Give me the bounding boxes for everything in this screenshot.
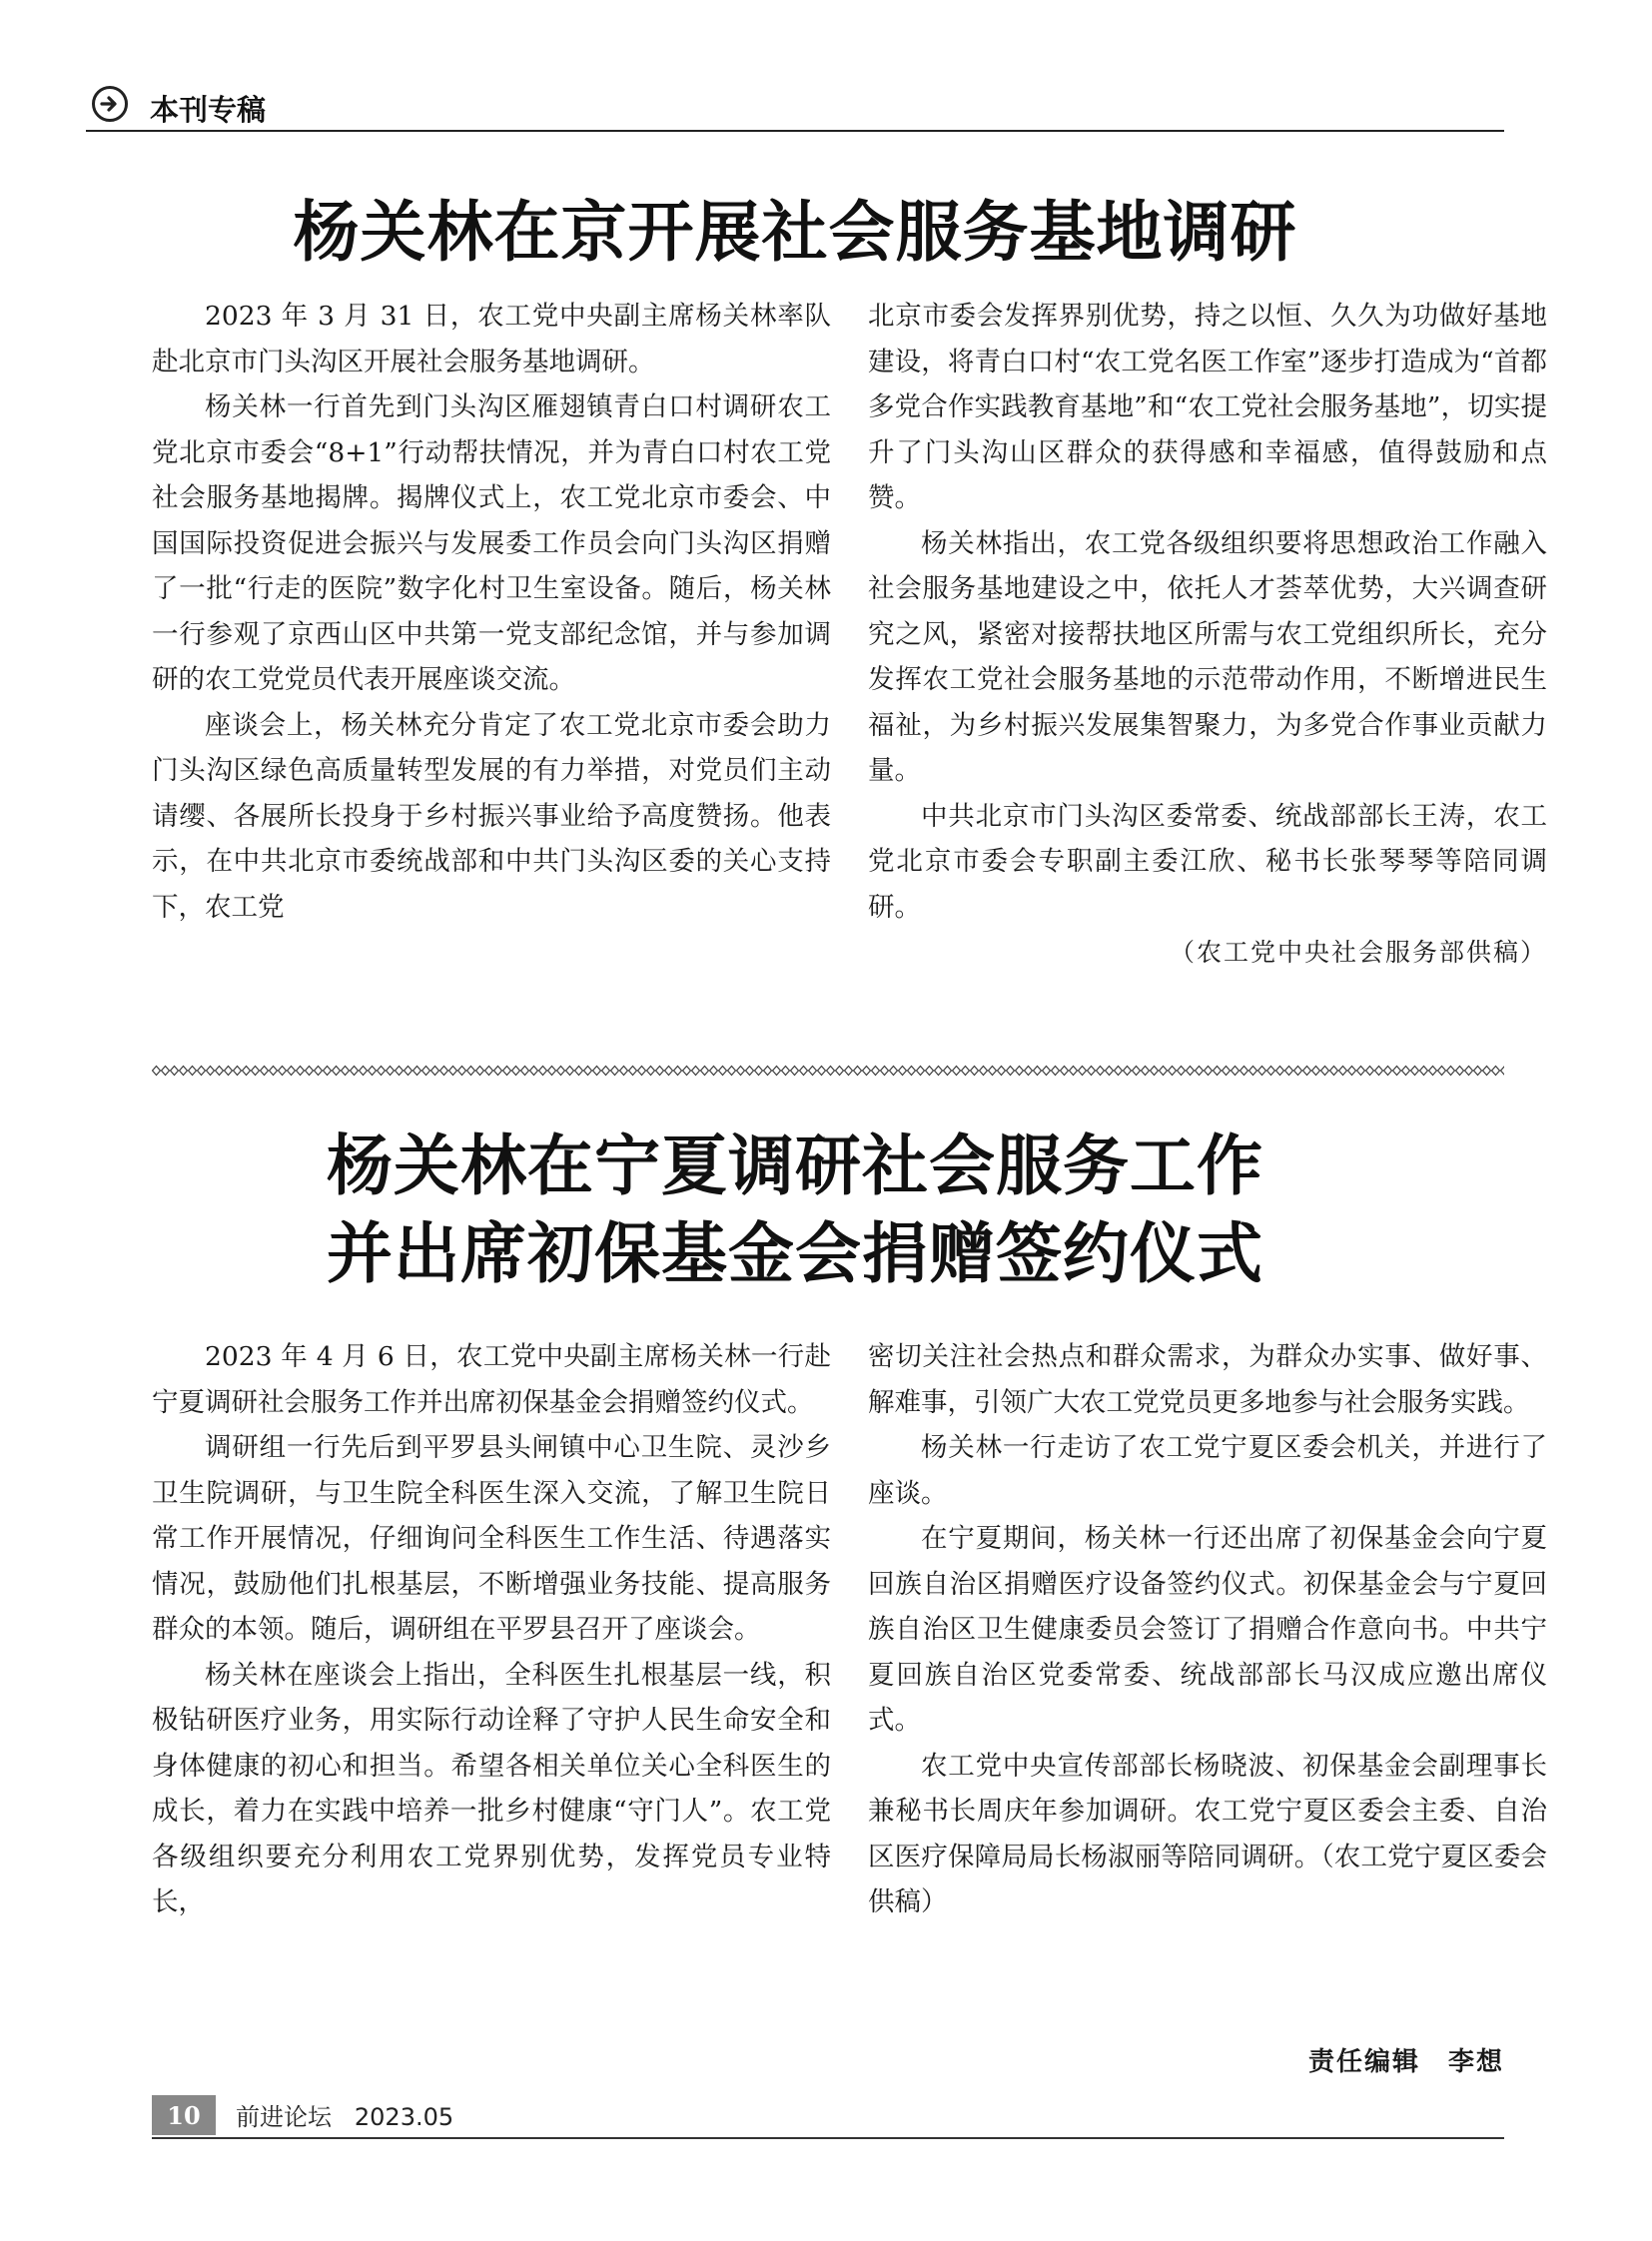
paragraph: 2023 年 4 月 6 日，农工党中央副主席杨关林一行赴宁夏调研社会服务工作并出席初保基金会捐赠签约仪式。: [152, 1341, 831, 1418]
paragraph: 调研组一行先后到平罗县头闸镇中心卫生院、灵沙乡卫生院调研，与卫生院全科医生深入交流，了解卫生院日常工作开展情况，仔细询问全科医生工作生活、待遇落实情况，鼓励他们扎根基层，不断增强业务技能、提高服务群众的本领。随后，调研组在平罗县召开了座谈会。: [152, 1432, 831, 1645]
paragraph: 杨关林一行首先到门头沟区雁翅镇青白口村调研农工党北京市委会“8+1”行动帮扶情况，并为青白口村农工党社会服务基地揭牌。揭牌仪式上，农工党北京市委会、中国国际投资促进会振兴与发展委工作员会向门头沟区捐赠了一批“行走的医院”数字化村卫生室设备。随后，杨关林一行参观了京西山区中共第一党支部纪念馆，并与参加调研的农工党党员代表开展座谈交流。: [152, 391, 831, 695]
footer-publication: [236, 2097, 453, 2132]
article2-right-column: [868, 1334, 1547, 1925]
article2-title: [86, 1122, 1504, 1298]
arrow-right-icon: [92, 86, 128, 122]
publication-name: 前进论坛: [236, 2103, 332, 2131]
section-label: 本刊专稿: [150, 93, 267, 127]
responsible-editor: 责任编辑 李想: [1307, 2047, 1504, 2077]
paragraph: 杨关林一行走访了农工党宁夏区委会机关，并进行了座谈。: [868, 1432, 1547, 1509]
article2-title-line1: 杨关林在宁夏调研社会服务工作: [327, 1127, 1263, 1204]
article1-left-column: [152, 294, 831, 930]
issue-number: 2023.05: [354, 2103, 454, 2131]
paragraph: 北京市委会发挥界别优势，持之以恒、久久为功做好基地建设，将青白口村“农工党名医工作室”逐步打造成为“首都多党合作实践教育基地”和“农工党社会服务基地”，切实提升了门头沟山区群众的获得感和幸福感，值得鼓励和点赞。: [868, 301, 1547, 513]
article1-right-column: [868, 294, 1547, 976]
article-divider: [152, 1065, 1504, 1077]
article1-title: 杨关林在京开展社会服务基地调研: [293, 194, 1297, 271]
paragraph: 在宁夏期间，杨关林一行还出席了初保基金会向宁夏回族自治区捐赠医疗设备签约仪式。初保基金会与宁夏回族自治区卫生健康委员会签订了捐赠合作意向书。中共宁夏回族自治区党委常委、统战部部长马汉成应邀出席仪式。: [868, 1523, 1547, 1736]
paragraph: 中共北京市门头沟区委常委、统战部部长王涛，农工党北京市委会专职副主委江欣、秘书长张琴琴等陪同调研。: [868, 800, 1547, 923]
footer-rule: [152, 2137, 1504, 2139]
article1-credit: （农工党中央社会服务部供稿）: [1169, 938, 1547, 967]
page-number: 10: [152, 2095, 216, 2135]
paragraph: 杨关林指出，农工党各级组织要将思想政治工作融入社会服务基地建设之中，依托人才荟萃优势，大兴调查研究之风，紧密对接帮扶地区所需与农工党组织所长，充分发挥农工党社会服务基地的示范带动作用，不断增进民生福祉，为乡村振兴发展集智聚力，为多党合作事业贡献力量。: [868, 527, 1547, 786]
paragraph: 密切关注社会热点和群众需求，为群众办实事、做好事、解难事，引领广大农工党党员更多地参与社会服务实践。: [868, 1341, 1547, 1418]
article2-left-column: [152, 1334, 831, 1925]
section-header: [86, 86, 1504, 132]
paragraph: 2023 年 3 月 31 日，农工党中央副主席杨关林率队赴北京市门头沟区开展社会服务基地调研。: [152, 301, 831, 377]
paragraph: 农工党中央宣传部部长杨晓波、初保基金会副理事长兼秘书长周庆年参加调研。农工党宁夏区委会主委、自治区医疗保障局局长杨淑丽等陪同调研。（农工党宁夏区委会供稿）: [868, 1750, 1547, 1917]
article2-title-line2: 并出席初保基金会捐赠签约仪式: [327, 1215, 1263, 1292]
paragraph: 座谈会上，杨关林充分肯定了农工党北京市委会助力门头沟区绿色高质量转型发展的有力举措，对党员们主动请缨、各展所长投身于乡村振兴事业给予高度赞扬。他表示，在中共北京市委统战部和中共门头沟区委的关心支持下，农工党: [152, 709, 831, 923]
paragraph: 杨关林在座谈会上指出，全科医生扎根基层一线，积极钻研医疗业务，用实际行动诠释了守护人民生命安全和身体健康的初心和担当。希望各相关单位关心全科医生的成长，着力在实践中培养一批乡村健康“守门人”。农工党各级组织要充分利用农工党界别优势，发挥党员专业特长，: [152, 1659, 831, 1917]
